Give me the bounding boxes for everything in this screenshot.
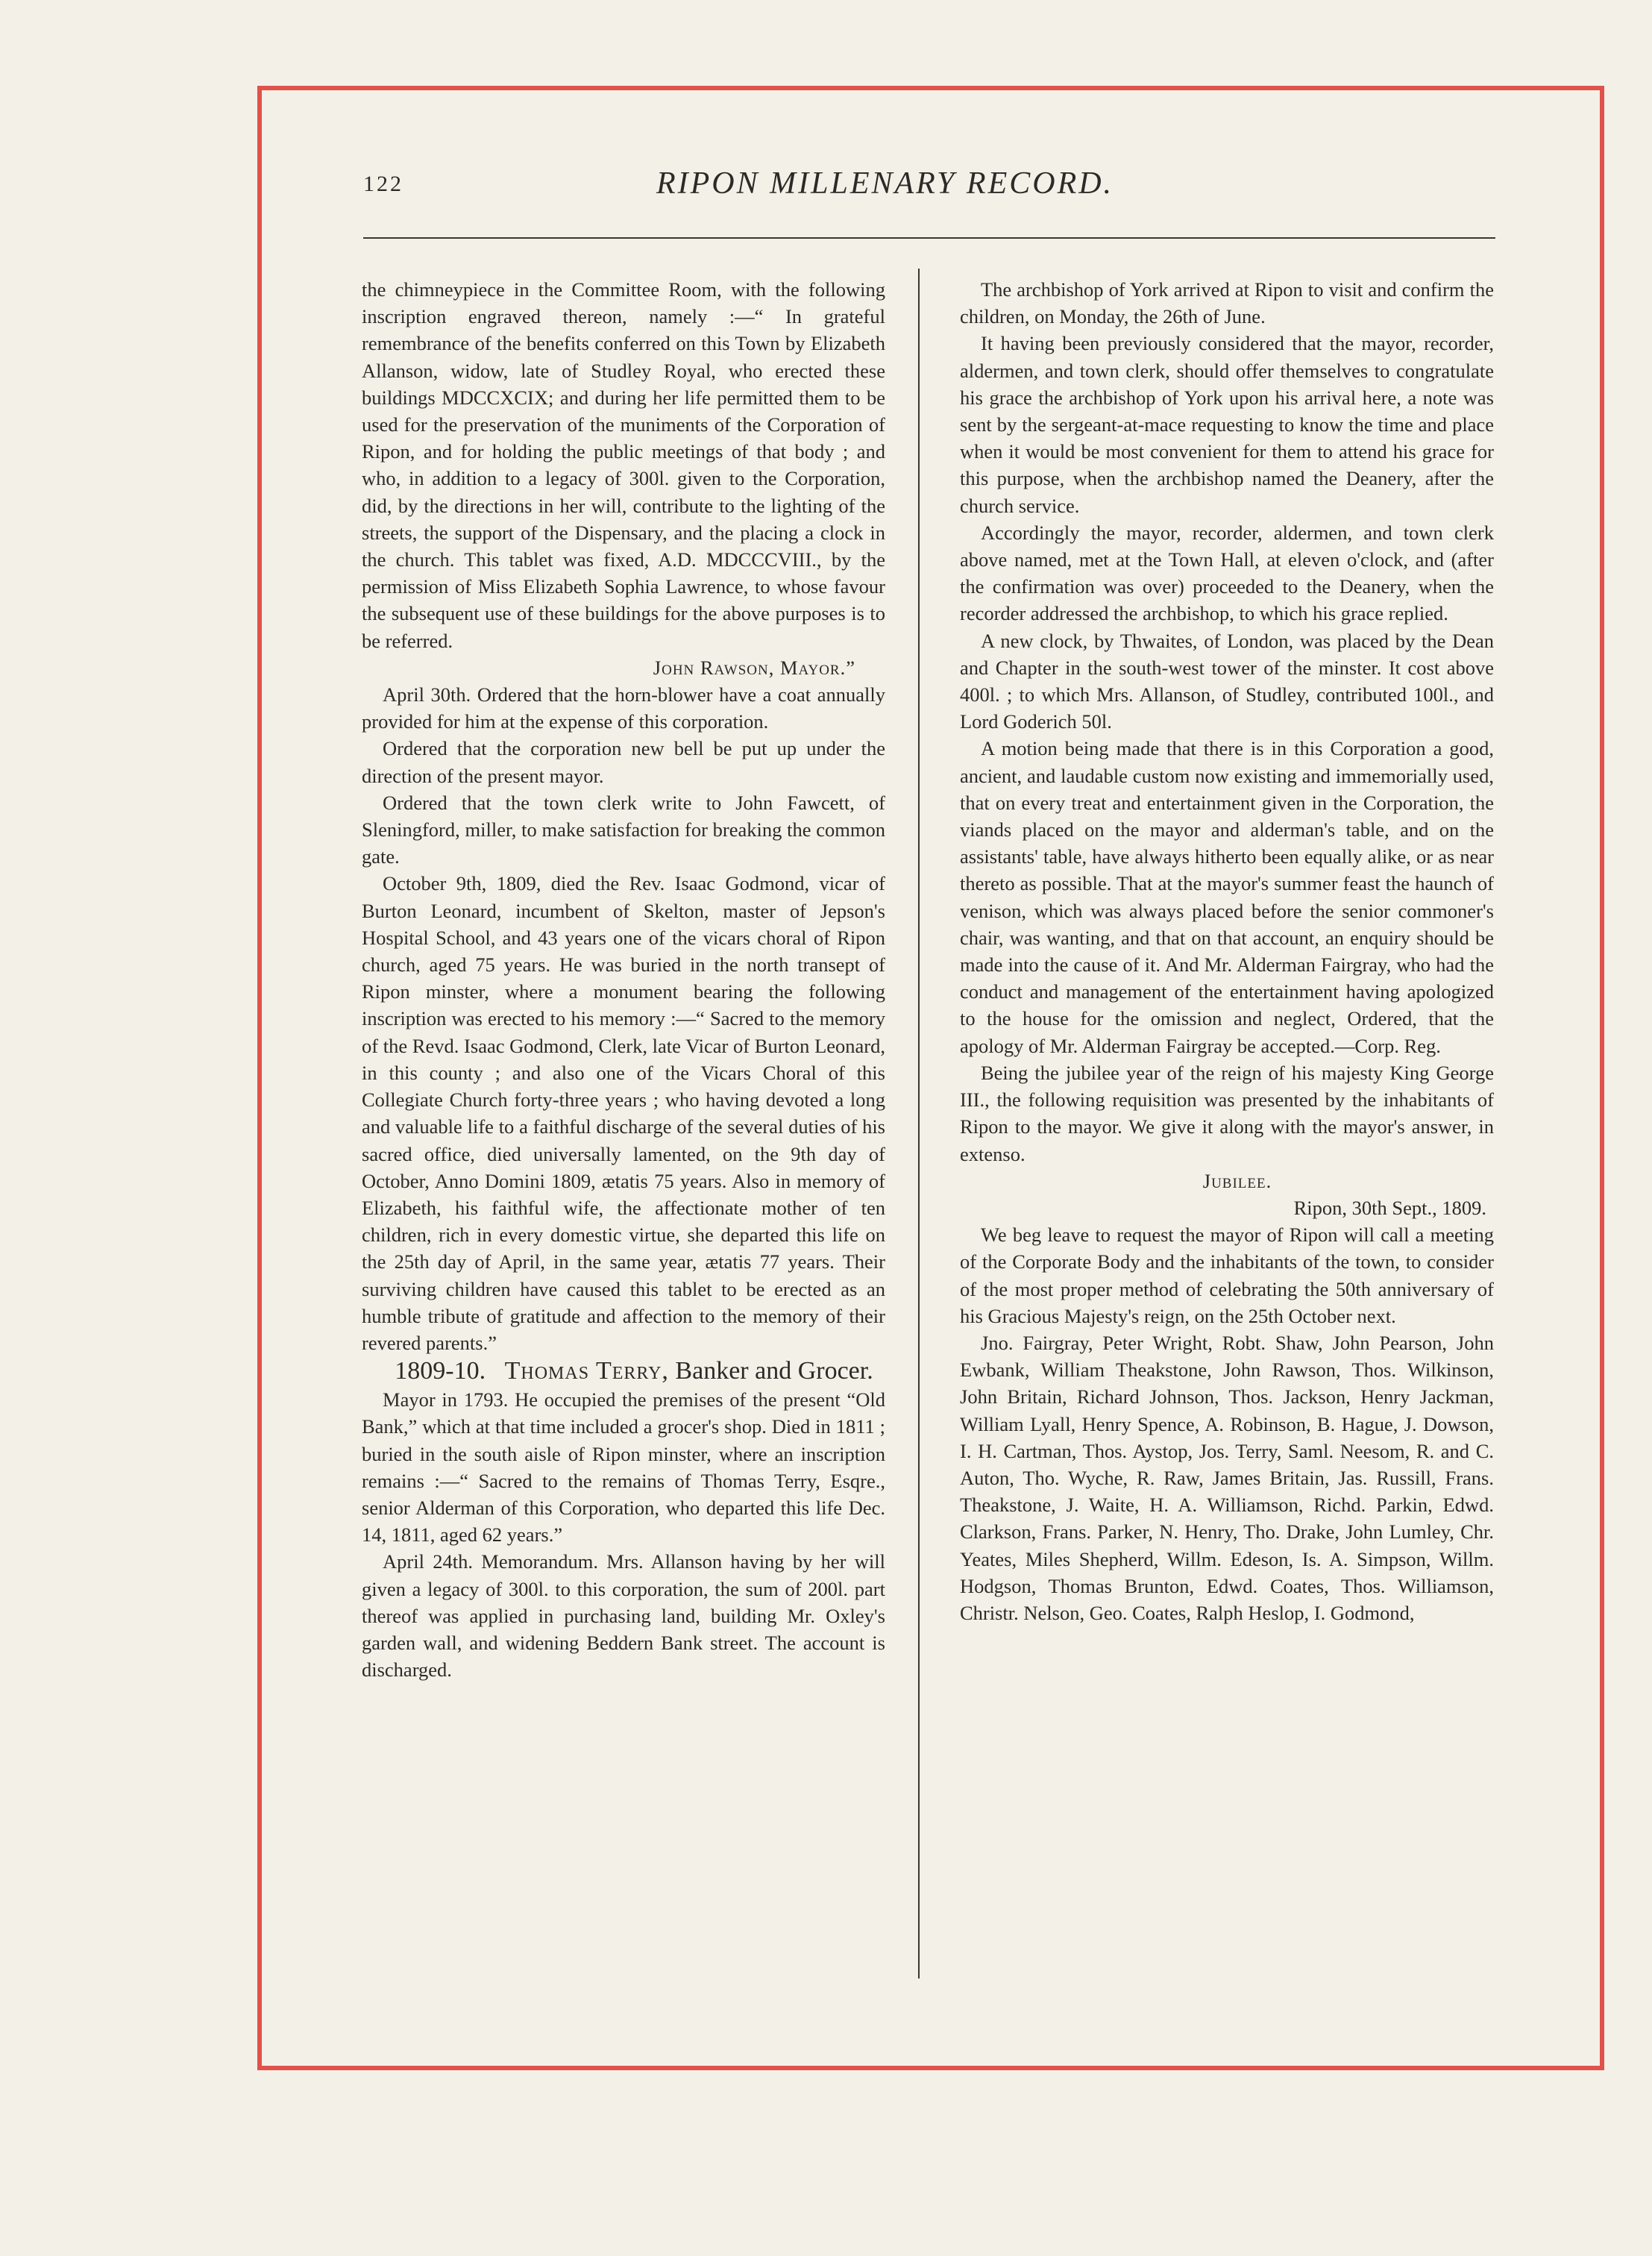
paragraph: A motion being made that there is in this Corporation a good, ancient, and laudable custom now existing and immemorially used, that on every treat and entertainment given in the Corporation, the viands placed on the mayor and alderman's table, and on the assistants' table, have always hitherto been equally alike, or as near thereto as possible. That at the mayor's summer feast the haunch of venison, which was always placed before the senior commoner's chair, was wanting, and that on that account, an enquiry should be made into the cause of it. And Mr. Alderman Fairgray, who had the conduct and management of the entertainment having apologized to the house for the omission and neglect, Ordered, that the apology of Mr. Alderman Fairgray be accepted.—Corp. Reg. xyxy=(960,737,1494,1057)
paragraph: Being the jubilee year of the reign of his majesty King George III., the following requisition was presented by the inhabitants of Ripon to the mayor. We give it along with the mayor's answer, in extenso. xyxy=(960,1061,1494,1165)
running-title: RIPON MILLENARY RECORD. xyxy=(656,166,1114,201)
paragraph: Mayor in 1793. He occupied the premises of the present “Old Bank,” which at that time included a grocer's shop. Died in 1811 ; buried in the south aisle of Ripon minster, where an inscription remains :—“ Sacred to the remains of Thomas Terry, Esqre., senior Alderman of this Corporation, who departed this life Dec. 14, 1811, aged 62 years.” xyxy=(362,1388,885,1547)
paragraph: the chimneypiece in the Committee Room, with the following inscription engraved thereon, namely :—“ In grateful remembrance of the benefits conferred on this Town by Elizabeth Allanson, widow, late of Studley Royal, who erected these buildings MDCCXCIX; and during her life permitted them to be used for the preservation of the muniments of the Corporation of Ripon, and for holding the public meetings of that body ; and who, in addition to a legacy of 300l. given to the Corporation, did, by the directions in her will, contribute to the lighting of the streets, the support of the Dispensary, and the placing a clock in the church. This tablet was fixed, A.D. MDCCCVIII., by the permission of Miss Elizabeth Sophia Lawrence, to whose favour the subsequent use of these buildings for the above purposes is to be referred. xyxy=(362,278,885,652)
section-heading xyxy=(362,1356,885,1386)
paragraph: We beg leave to request the mayor of Ripon will call a meeting of the Corporate Body and the inhabitants of the town, to consider of the most proper method of celebrating the 50th anniversary of his Gracious Majesty's reign, on the 25th October next. xyxy=(960,1223,1494,1327)
paragraph: October 9th, 1809, died the Rev. Isaac Godmond, vicar of Burton Leonard, incumbent of Skelton, master of Jepson's Hospital School, and 43 years one of the vicars choral of Ripon church, aged 75 years. He was buried in the north transept of Ripon minster, where a monument bearing the following inscription was erected to his memory :—“ Sacred to the memory of the Revd. Isaac Godmond, Clerk, late Vicar of Burton Leonard, in this county ; and also one of the Vicars Choral of this Collegiate Church forty-three years ; who having devoted a long and valuable life to a faithful discharge of the several duties of his sacred office, died universally lamented, on the 9th day of October, Anno Domini 1809, ætatis 75 years. Also in memory of Elizabeth, his faithful wife, the affectionate mother of ten children, rich in every domestic virtue, she departed this life on the 25th day of April, in the same year, ætatis 77 years. Their surviving children have caused this tablet to be erected as an humble tribute of gratitude and affection to the memory of their revered parents.” xyxy=(362,872,885,1354)
paragraph: Jno. Fairgray, Peter Wright, Robt. Shaw, John Pearson, John Ewbank, William Theakstone, John Rawson, Thos. Wilkinson, John Britain, Richard Johnson, Thos. Jackson, Henry Jackman, William Lyall, Henry Spence, A. Robinson, B. Hague, J. Dowson, I. H. Cartman, Thos. Aystop, Jos. Terry, Saml. Neesom, R. and C. Auton, Tho. Wyche, R. Raw, James Britain, Jas. Russill, Frans. Theakstone, J. Waite, H. A. Williamson, Richd. Parkin, Edwd. Clarkson, Frans. Parker, N. Henry, Tho. Drake, John Lumley, Chr. Yeates, Miles Shepherd, Willm. Edeson, Is. A. Simpson, Willm. Hodgson, Thomas Brunton, Edwd. Coates, Thos. Williamson, Christr. Nelson, Geo. Coates, Ralph Heslop, I. Godmond, xyxy=(960,1331,1494,1624)
paragraph: A new clock, by Thwaites, of London, was placed by the Dean and Chapter in the south-west tower of the minster. It cost above 400l. ; to which Mrs. Allanson, of Studley, contributed 100l., and Lord Goderich 50l. xyxy=(960,629,1494,733)
dateline: Ripon, 30th Sept., 1809. xyxy=(1293,1196,1486,1219)
subheading: Jubilee. xyxy=(1202,1169,1272,1192)
paragraph: April 30th. Ordered that the horn-blower have a coat annually provided for him at the expense of this corporation. xyxy=(362,683,885,733)
heading-name: Thomas Terry, xyxy=(504,1357,669,1385)
column-divider xyxy=(918,269,920,1978)
right-column xyxy=(960,276,1494,1626)
heading-rest: Banker and Grocer. xyxy=(675,1357,873,1385)
signature: John Rawson, Mayor.” xyxy=(653,656,855,679)
paragraph: Ordered that the corporation new bell be put up under the direction of the present mayor. xyxy=(362,737,885,787)
paragraph: The archbishop of York arrived at Ripon to visit and confirm the children, on Monday, the 26th of June. xyxy=(960,278,1494,328)
header-rule xyxy=(363,237,1495,239)
paragraph: Ordered that the town clerk write to John Fawcett, of Sleningford, miller, to make satisfaction for breaking the common gate. xyxy=(362,791,885,868)
paragraph: It having been previously considered that the mayor, recorder, aldermen, and town clerk, should offer themselves to congratulate his grace the archbishop of York upon his arrival here, a note was sent by the sergeant-at-mace requesting to know the time and place when it would be most convenient for them to attend his grace for this purpose, when the archbishop named the Deanery, after the church service. xyxy=(960,332,1494,517)
paragraph: April 24th. Memorandum. Mrs. Allanson having by her will given a legacy of 300l. to this corporation, the sum of 200l. part thereof was applied in purchasing land, building Mr. Oxley's garden wall, and widening Beddern Bank street. The account is discharged. xyxy=(362,1550,885,1682)
page-number: 122 xyxy=(363,172,403,196)
paragraph: Accordingly the mayor, recorder, aldermen, and town clerk above named, met at the Town Hall, at eleven o'clock, and (after the confirmation was over) proceeded to the Deanery, when the recorder addressed the archbishop, to which his grace replied. xyxy=(960,521,1494,625)
left-column xyxy=(362,276,885,1683)
heading-year: 1809-10. xyxy=(395,1357,486,1385)
